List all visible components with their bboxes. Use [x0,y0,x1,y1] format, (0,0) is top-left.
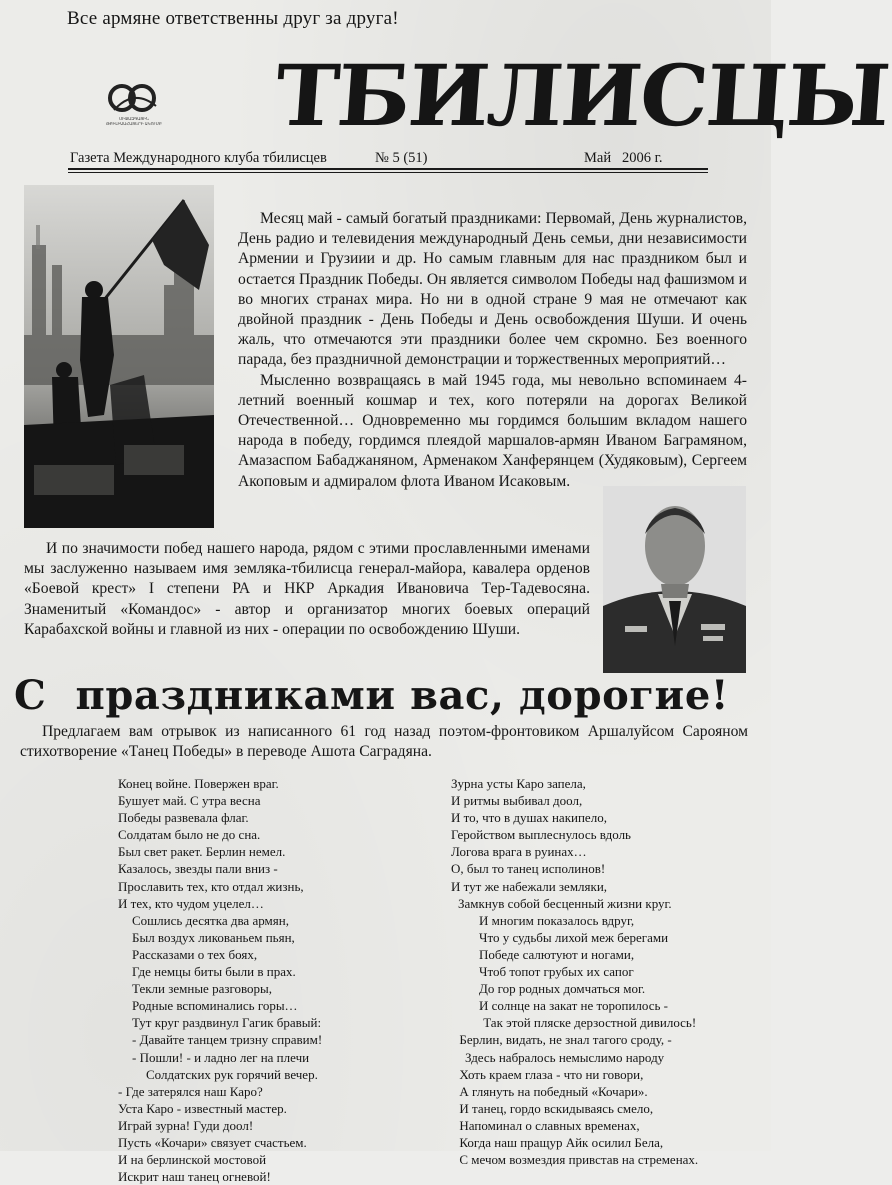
poem-line: Солдатам было не до сна. [118,827,261,843]
victory-banner-photo [24,185,214,528]
poem-line: О, был то танец исполинов! [451,861,606,877]
poem-line: Родные вспоминались горы… [132,998,298,1014]
masthead-rule-thin [68,172,708,173]
poem-line: Казалось, звезды пали вниз - [118,861,278,877]
poem-line: Здесь набралось немыслимо народу [465,1049,665,1065]
poem-line: Рассказами о тех боях, [132,946,258,962]
poem-line: И многим показалось вдруг, [479,912,635,928]
poem-line: Был воздух ликованьем пьян, [132,929,295,945]
lead-paragraph: Предлагаем вам отрывок из написанного 61 год назад поэтом-фронтовиком Аршалуйсом Сарояном стихотворение «Танец Победы» в переводе Ашота Саградяна. [20,723,748,761]
poem-line: Где немцы биты были в прах. [132,964,296,980]
motto: Все армяне ответственны друг за друга! [67,8,399,29]
poem-line: Победы развевала флаг. [118,810,249,826]
issue-number: № 5 (51) [375,150,428,166]
poem-line: Бушует май. С утра весна [118,793,261,809]
headline: С праздниками вас, дорогие! [14,672,730,719]
newspaper-title: ТБИЛИСЦЫ [272,46,892,145]
poem-line: - Где затерялся наш Каро? [118,1083,263,1099]
publisher-label: Газета Международного клуба тбилисцев [70,150,327,166]
poem-line: Победе салютуют и ногами, [479,946,635,962]
poem-line: До гор родных домчаться мог. [479,981,646,997]
poem-line: И танец, гордо вскидываясь смело, [459,1100,654,1116]
poem-line: Пусть «Кочари» связует счастьем. [118,1134,307,1150]
poem-line: Чтоб топот грубых их сапог [479,964,634,980]
poem-line: Берлин, видать, не знал тагого сроду, - [459,1032,672,1048]
masthead-rule [68,168,708,170]
poem-line: Напоминал о славных временах, [459,1117,640,1133]
poem-line: Солдатских рук горячий вечер. [146,1066,318,1082]
club-logo [104,80,164,142]
intro-paragraph-1: Месяц май - самый богатый праздниками: Первомай, День журналистов, День радио и телевидения международный День семьи, дни независимости Армении и Грузиии и др. Но самым главным для нас праздником был и остается Праздник Победы. Он является символом Победы над фашизмом и во многих странах мира. Но ни в одной стране 9 мая не отмечают как двойной праздник - День Победы и День освобождения Шуши. И очень жаль, что отмечаются эти праздники более чем скромно. Без военного парада, без праздничной демонстрации и торжественных мероприятий… [238,210,747,369]
second-text [24,539,590,640]
poem-line: Геройством выплеснулось вдоль [451,827,631,843]
poem-line: Так этой пляске дерзостной дивилось! [483,1015,697,1031]
poem-line: Текли земные разговоры, [132,981,273,997]
poem-left-column [118,775,368,1185]
second-paragraph: И по значимости побед нашего народа, рядом с этими прославленными именами мы заслуженно называем имя земляка-тбилисца генерал-майора, кавалера орденов «Боевой крест» I степени РА и НКР Аркадия Ивановича Тер-Тадевосяна. Знаменитый «Командос» - автор и организатор многих боевых операций Карабахской войны и главной из них - операции по освобождению Шуши. [24,540,590,638]
poem-line: И то, что в душах накипело, [451,810,607,826]
poem-line: И солнце на закат не торопилось - [479,998,669,1014]
intro-paragraph-2: Мысленно возвращаясь в май 1945 года, мы невольно вспоминаем 4-летний военный кошмар и тех, кого потеряли на дорогах Великой Отечественной… Одновременно мы гордимся большим вкладом нашего народа в победу, гордимся плеядой маршалов-армян Иваном Баграмяном, Амазаспом Бабаджаняном, Арменаком Ханферянцем (Худяковым), Сергеем Акоповым и адмиралом флота Иваном Исаковым. [238,371,747,490]
poem-line: Что у судьбы лихой меж берегами [479,929,669,945]
club-logo-icon [104,80,164,116]
general-portrait-photo-icon [603,486,746,673]
poem-line: - Давайте танцем тризну справим! [132,1032,323,1048]
poem-right-column [451,775,751,1168]
logo-caption: ՄԻՋԱԶԳԱՅԻՆ ԹԲԻԼԻՍԱՀԱՅԵՐԻ ԱԿՈՒՄԲ [106,116,162,126]
poem-line: Замкнув собой бесценный жизни круг. [458,895,672,911]
intro-text [238,209,747,492]
poem-line: Хоть краем глаза - что ни говори, [459,1066,644,1082]
poem-line: Искрит наш танец огневой! [118,1169,271,1185]
poem-line: С мечом возмездия привстав на стременах. [459,1152,699,1168]
poem-line: Прославить тех, кто отдал жизнь, [118,878,304,894]
poem-line: И тут же набежали земляки, [451,878,608,894]
poem-line: Зурна усты Каро запела, [451,776,586,791]
poem-line: Тут круг раздвинул Гагик бравый: [132,1015,322,1031]
poem-line: И ритмы выбивал доол, [451,793,583,809]
poem-line: А глянуть на победный «Кочари». [459,1083,648,1099]
poem-line: Уста Каро - известный мастер. [118,1100,287,1116]
poem-line: Играй зурна! Гуди доол! [118,1117,254,1133]
poem-line: И тех, кто чудом уцелел… [118,895,264,911]
poem-line: Был свет ракет. Берлин немел. [118,844,286,860]
poem-line: - Пошли! - и ладно лег на плечи [132,1049,310,1065]
poem-line: Сошлись десятка два армян, [132,912,289,928]
general-portrait-photo [603,486,746,673]
lead-text [20,722,748,762]
poem-line: Конец войне. Повержен враг. [118,776,279,791]
issue-date: Май 2006 г. [584,150,663,166]
victory-banner-photo-icon [24,185,214,528]
poem-line: Когда наш пращур Айк осилил Бела, [459,1134,664,1150]
poem-line: И на берлинской мостовой [118,1152,267,1168]
poem-line: Логова врага в руинах… [451,844,587,860]
